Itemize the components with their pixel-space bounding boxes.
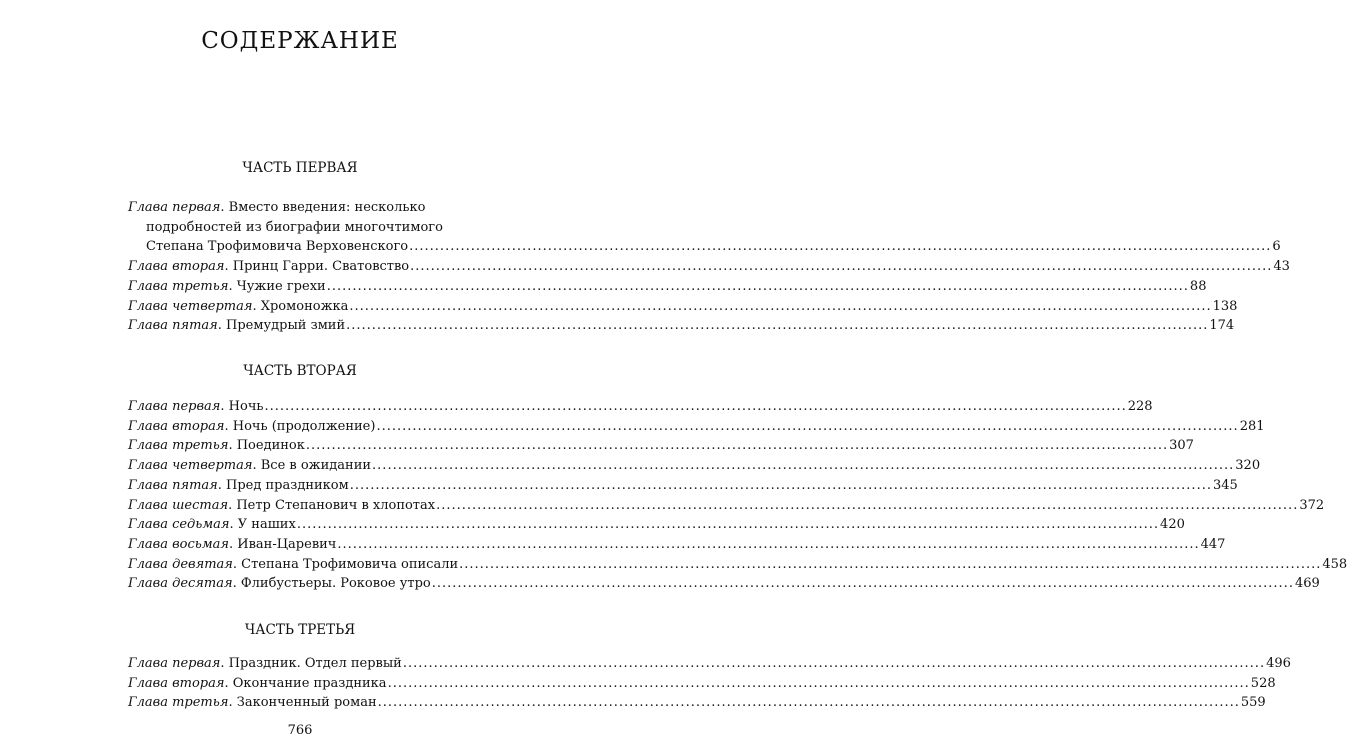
chapter-label: Глава восьмая [128,536,229,552]
chapter-title: Поединок [236,438,305,454]
page-ref: 496 [1266,656,1291,671]
leader-dots [403,654,1265,674]
toc-entry[interactable]: Глава вторая. Принц Гарри. Сватовство ..... 43 [128,257,494,277]
toc-entry[interactable]: Глава вторая. Окончание праздника ..... 528 [128,674,494,694]
chapter-title: Чужие грехи [236,278,326,294]
chapter-title: Ночь [228,399,264,414]
leader-dots [349,297,1211,317]
page-ref: 559 [1240,695,1266,711]
toc-entry[interactable]: Глава третья. Чужие грехи ..... 88 [128,277,494,297]
page-ref: 469 [1294,576,1320,592]
chapter-title: Праздник. Отдел первый [228,656,402,671]
toc-entry[interactable]: Глава четвертая. Хромоножка ..... 138 [128,297,494,317]
part-heading-3: ЧАСТЬ ТРЕТЬЯ [244,622,356,638]
chapter-label: Глава седьмая [128,517,230,533]
page-ref: 6 [1272,239,1281,255]
leader-dots [409,239,1271,254]
page-ref: 281 [1239,418,1265,434]
toc-entry[interactable]: Глава третья. Поединок ..... 307 [128,436,494,456]
chapter-title: Ночь (продолжение) [232,418,376,434]
chapter-label: Глава девятая [128,556,233,572]
chapter-title: Флибустьеры. Роковое утро [240,576,431,592]
chapter-title: Хромоножка [260,298,349,314]
chapter-title-line: подробностей из биографии многочтимого [146,219,443,235]
page-ref: 174 [1209,318,1235,334]
chapter-title: Законченный роман [236,695,377,711]
page-ref: 307 [1169,438,1194,454]
leader-dots [372,456,1234,476]
page-ref: 420 [1160,517,1185,533]
page-title: СОДЕРЖАНИЕ [201,28,399,54]
toc-part-2 [128,397,1347,594]
chapter-title: Принц Гарри. Сватовство [232,259,410,275]
toc-entry[interactable]: Глава первая. Праздник. Отдел первый ..... 496 [128,654,494,674]
toc-entry[interactable]: Глава вторая. Ночь (продолжение) ..... 281 [128,417,494,437]
part-heading-1: ЧАСТЬ ПЕРВАЯ [242,160,358,176]
page-ref: 320 [1235,458,1261,474]
toc-entry[interactable]: Глава десятая. Флибустьеры. Роковое утро ..... 469 [128,574,494,594]
leader-dots [432,574,1294,594]
part-heading-2: ЧАСТЬ ВТОРАЯ [243,363,357,379]
chapter-title: Премудрый змий [226,318,346,334]
toc-entry[interactable]: Глава первая. Ночь ..... 228 [128,397,494,417]
leader-dots [459,555,1321,575]
chapter-label: Глава первая [128,399,221,414]
leader-dots [306,436,1168,456]
chapter-title: Окончание праздника [232,675,387,691]
leader-dots [376,417,1238,437]
page-ref: 372 [1299,497,1325,513]
leader-dots [410,257,1272,277]
page-ref: 88 [1189,278,1207,294]
chapter-label: Глава четвертая [128,458,253,474]
chapter-label: Глава шестая [128,497,229,513]
toc-entry[interactable]: Глава седьмая. У наших ..... 420 [128,515,494,535]
toc-entry[interactable]: Глава девятая. Степана Трофимовича описали ..... 458 [128,555,494,575]
chapter-label: Глава пятая [128,477,218,493]
page-ref: 458 [1322,556,1347,572]
leader-dots [265,397,1127,417]
chapter-label: Глава вторая [128,418,225,434]
toc-entry[interactable] [128,198,1281,257]
toc-entry[interactable]: Глава восьмая. Иван-Царевич ..... 447 [128,535,494,555]
chapter-title-line: Степана Трофимовича Верховенского [146,239,409,255]
toc-entry[interactable]: Глава пятая. Пред праздником ..... 345 [128,476,494,496]
page-ref: 228 [1127,399,1153,414]
page-number: 766 [287,723,313,738]
chapter-title: Все в ожидании [260,458,372,474]
leader-dots [297,515,1159,535]
label-period: . [220,200,229,215]
toc-part-1 [128,198,1290,336]
chapter-title: Пред праздником [226,477,349,493]
leader-dots [388,674,1250,694]
chapter-label: Глава третья [128,278,229,294]
page-ref: 528 [1250,675,1276,691]
leader-dots [346,316,1208,336]
page-ref: 43 [1273,259,1290,275]
chapter-label: Глава вторая [128,259,225,275]
chapter-title: Петр Степанович в хлопотах [236,497,436,513]
leader-dots [436,496,1298,516]
leader-dots [327,277,1189,297]
chapter-label: Глава третья [128,695,229,711]
chapter-label: Глава первая [128,200,221,215]
chapter-label: Глава третья [128,438,229,454]
chapter-label: Глава десятая [128,576,233,592]
chapter-title: Степана Трофимовича описали [241,556,459,572]
chapter-label: Глава пятая [128,318,218,334]
chapter-label: Глава четвертая [128,298,253,314]
chapter-title: У наших [237,517,296,533]
chapter-label: Глава вторая [128,675,225,691]
toc-entry[interactable]: Глава четвертая. Все в ожидании ..... 320 [128,456,494,476]
chapter-label: Глава первая [128,656,221,671]
chapter-title: Иван-Царевич [237,536,337,552]
leader-dots [350,476,1212,496]
toc-part-3 [128,654,1291,713]
leader-dots [378,693,1240,713]
toc-entry[interactable]: Глава пятая. Премудрый змий ..... 174 [128,316,494,336]
leader-dots [337,535,1199,555]
toc-entry[interactable]: Глава шестая. Петр Степанович в хлопотах ..... 372 [128,496,494,516]
page-ref: 447 [1200,536,1226,552]
page-ref: 345 [1212,477,1238,493]
toc-entry[interactable]: Глава третья. Законченный роман ..... 559 [128,693,494,713]
chapter-title-line: Вместо введения: несколько [228,200,426,215]
page-ref: 138 [1212,298,1238,314]
